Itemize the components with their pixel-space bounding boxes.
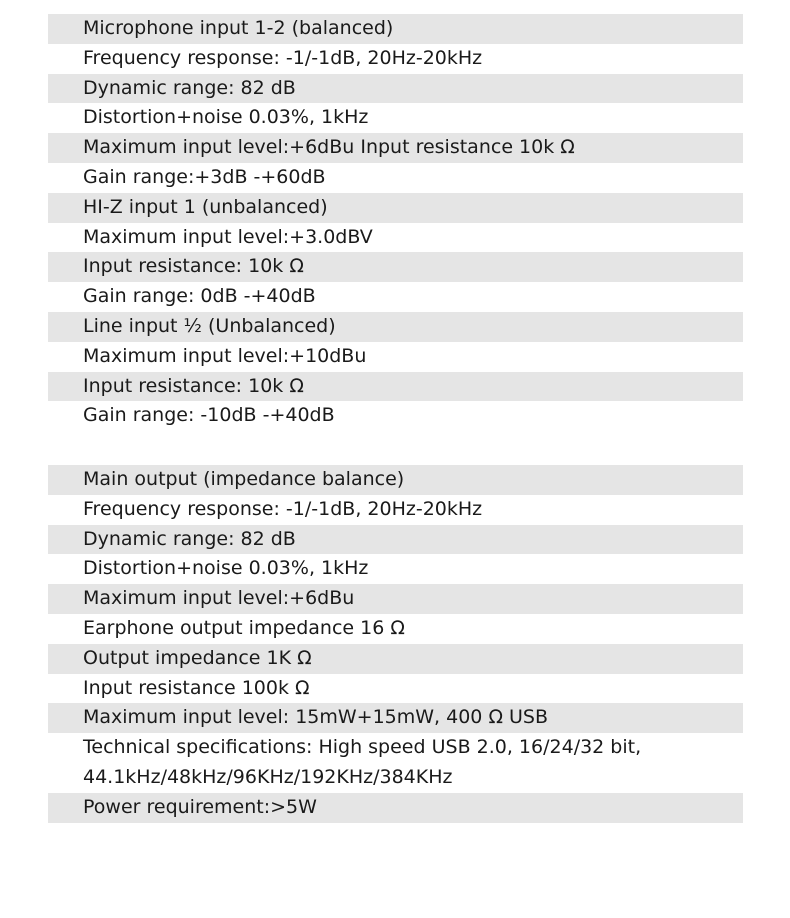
spec-row: Maximum input level: 15mW+15mW, 400 Ω USB [48,703,743,733]
spec-row: Output impedance 1K Ω [48,644,743,674]
power-requirement-row: Power requirement:>5W [48,793,743,823]
spec-row: Maximum input level:+6dBu Input resistance 10k Ω [48,133,743,163]
spec-row: Microphone input 1-2 (balanced) [48,14,743,44]
spec-row: Gain range: 0dB -+40dB [83,285,316,308]
spec-row: Dynamic range: 82 dB [48,525,743,555]
spec-row: Distortion+noise 0.03%, 1kHz [83,557,369,580]
technical-spec-row [48,733,743,793]
spec-row: Maximum input level:+6dBu [48,584,743,614]
spec-row: Frequency response: -1/-1dB, 20Hz-20kHz [83,497,483,520]
output-spec-list [48,465,743,823]
spec-row: HI-Z input 1 (unbalanced) [48,193,743,223]
spec-row: Gain range:+3dB -+60dB [83,165,326,188]
technical-spec-line: 44.1kHz/48kHz/96KHz/192KHz/384KHz [83,765,453,788]
spec-row: Line input ½ (Unbalanced) [48,312,743,342]
spec-row: Gain range: -10dB -+40dB [83,404,335,427]
spec-row: Input resistance 100k Ω [83,676,310,699]
spec-row: Frequency response: -1/-1dB, 20Hz-20kHz [83,46,483,69]
spec-row: Dynamic range: 82 dB [48,74,743,104]
spec-row: Maximum input level:+3.0dBV [83,225,373,248]
input-spec-list [48,14,743,431]
technical-spec-line: Technical specifications: High speed USB 2.0, 16/24/32 bit, [83,736,642,759]
spec-row: Input resistance: 10k Ω [48,252,743,282]
spec-row: Input resistance: 10k Ω [48,372,743,402]
spec-row: Maximum input level:+10dBu [83,344,367,367]
spec-row: Distortion+noise 0.03%, 1kHz [83,106,369,129]
spec-row: Earphone output impedance 16 Ω [83,616,405,639]
spec-row: Main output (impedance balance) [48,465,743,495]
